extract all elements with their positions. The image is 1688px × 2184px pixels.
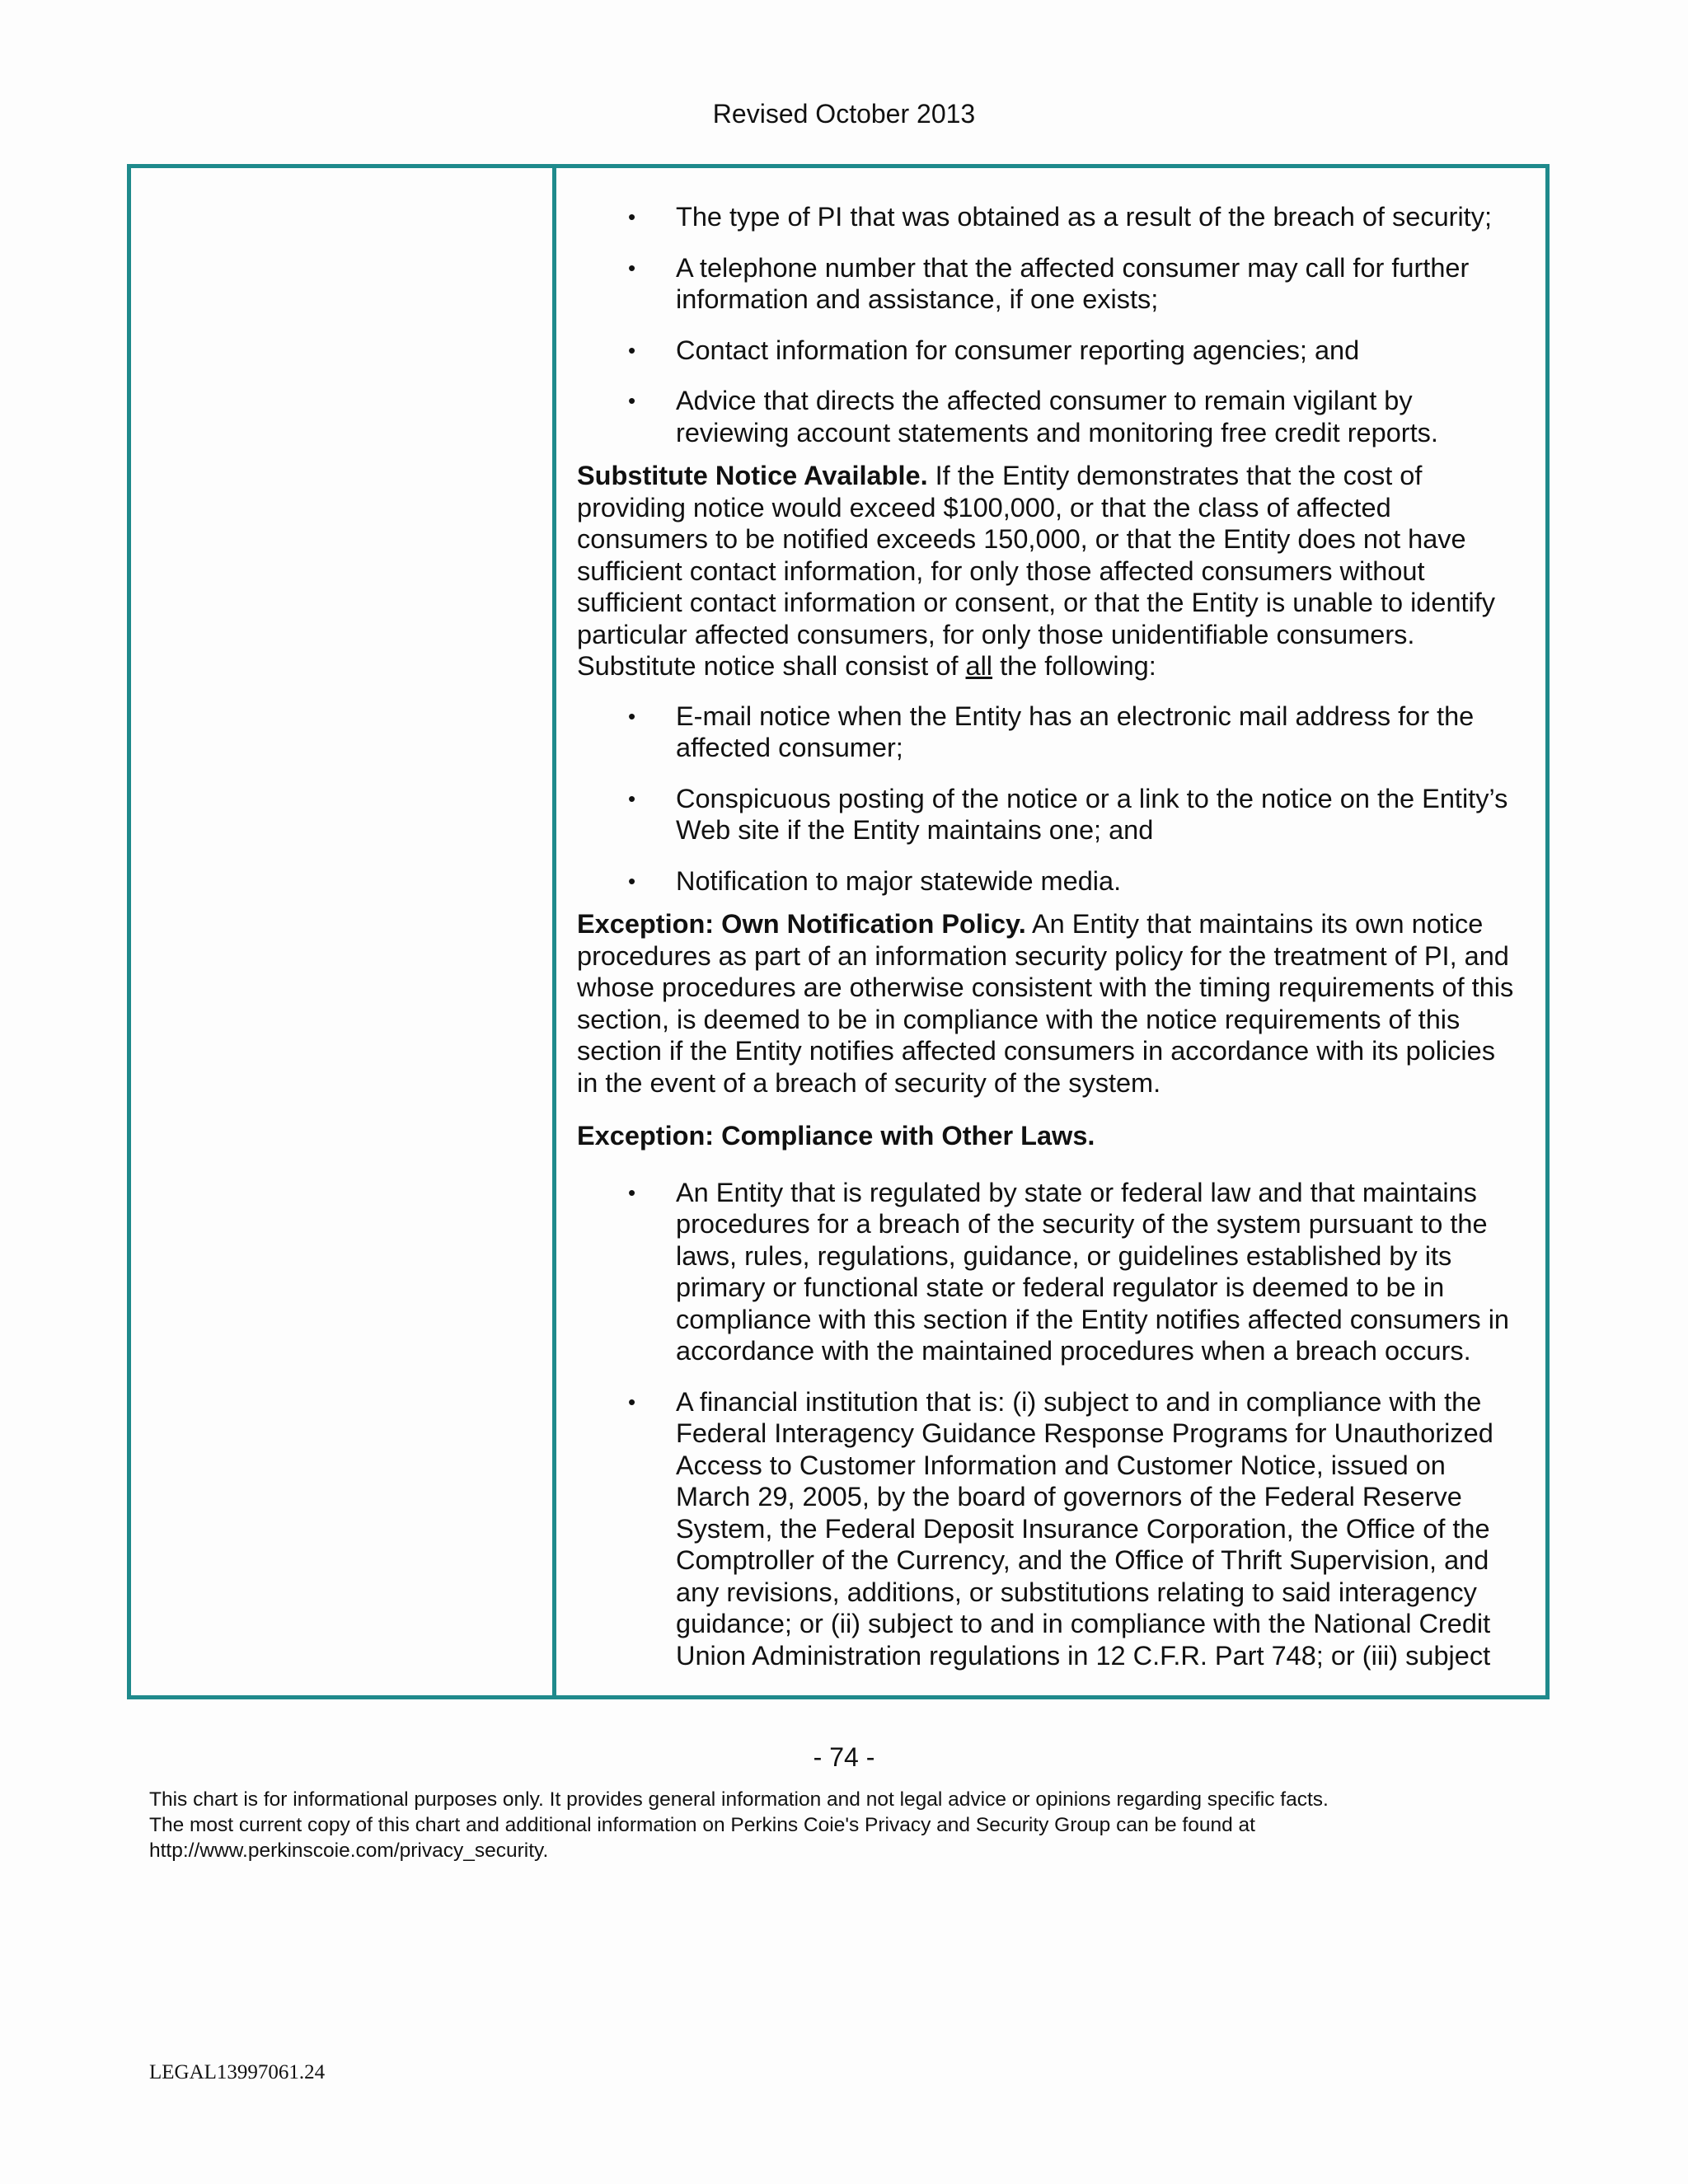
substitute-notice-list xyxy=(577,701,1521,898)
list-item: • E-mail notice when the Entity has an electronic mail address for the affected consumer; xyxy=(628,701,1475,762)
list-item: • Conspicuous posting of the notice or a link to the notice on the Entity’s Web site if the Entity maintains one; and xyxy=(628,783,1508,845)
disclaimer xyxy=(149,1787,1550,1863)
own-policy-paragraph: Exception: Own Notification Policy. An Entity that maintains its own notice procedures as part of an information security policy for the treatment of PI, and whose procedures are otherwise consistent with the timing requirements of this section, is deemed to be in compliance with the notice requirements of this section if the Entity notifies affected consumers in accordance with its policies in the event of a breach of security of the system. xyxy=(577,909,1514,1098)
substitute-notice-paragraph: Substitute Notice Available. If the Entity demonstrates that the cost of providing notice would exceed $100,000, or that the class of affected consumers to be notified exceeds 150,000, or that the Entity does not have sufficient contact information, for only those affected consumers without sufficient contact information or consent, or that the Entity is unable to identify particular affected consumers, for only those unidentifiable consumers. Substitute notice shall consist of all the following: xyxy=(577,461,1496,681)
list-item: • A financial institution that is: (i) subject to and in compliance with the Federal Interagency Guidance Response Programs for Unauthorized Access to Customer Information and Customer Notice, issued on March 29, 2005, by the board of governors of the Federal Reserve System, the Federal Deposit Insurance Corporation, the Office of the Comptroller of the Currency, and the Office of Thrift Supervision, and any revisions, additions, or substitutions relating to said interagency guidance; or (ii) subject to and in compliance with the National Credit Union Administration regulations in 12 C.F.R. Part 748; or (iii) subject xyxy=(628,1386,1493,1671)
document-id: LEGAL13997061.24 xyxy=(149,2061,326,2083)
list-item: • Notification to major statewide media. xyxy=(628,865,1122,896)
substitute-notice-heading: Substitute Notice Available. xyxy=(577,461,928,490)
requirements-column xyxy=(556,168,1545,1695)
other-laws-heading: Exception: Compliance with Other Laws. xyxy=(577,1121,1095,1151)
bullet-icon: • xyxy=(628,388,636,413)
state-column xyxy=(131,168,556,1695)
bullet-icon: • xyxy=(628,337,636,363)
list-item: • Contact information for consumer reporting agencies; and xyxy=(628,335,1360,365)
page-number: - 74 - xyxy=(813,1742,875,1772)
bullet-icon: • xyxy=(628,868,636,893)
bullet-icon: • xyxy=(628,204,636,229)
notice-content-list xyxy=(577,201,1521,448)
bullet-icon: • xyxy=(628,703,636,729)
disclaimer-line: The most current copy of this chart and additional information on Perkins Coie's Privacy and Security Group can be found at xyxy=(149,1814,1255,1836)
bullet-icon: • xyxy=(628,1179,636,1205)
disclaimer-link: http://www.perkinscoie.com/privacy_security. xyxy=(149,1840,549,1862)
revised-date: Revised October 2013 xyxy=(712,99,976,129)
disclaimer-line: This chart is for informational purposes only. It provides general information and not legal advice or opinions regarding specific facts. xyxy=(149,1788,1329,1811)
list-item: • An Entity that is regulated by state or federal law and that maintains procedures for a breach of the security of the system pursuant to the laws, rules, regulations, guidance, or guidelines established by its primary or functional state or federal regulator is deemed to be in compliance with this section if the Entity notifies affected consumers in accordance with the maintained procedures when a breach occurs. xyxy=(628,1177,1510,1366)
bullet-icon: • xyxy=(628,785,636,811)
list-item: • The type of PI that was obtained as a result of the breach of security; xyxy=(628,202,1492,232)
own-policy-heading: Exception: Own Notification Policy. xyxy=(577,909,1026,939)
bullet-icon: • xyxy=(628,1389,636,1414)
other-laws-list xyxy=(577,1177,1521,1672)
list-item: • A telephone number that the affected consumer may call for further information and assistance, if one exists; xyxy=(628,252,1470,314)
chart-table xyxy=(127,164,1550,1699)
list-item: • Advice that directs the affected consumer to remain vigilant by reviewing account statements and monitoring free credit reports. xyxy=(628,386,1438,448)
bullet-icon: • xyxy=(628,255,636,280)
